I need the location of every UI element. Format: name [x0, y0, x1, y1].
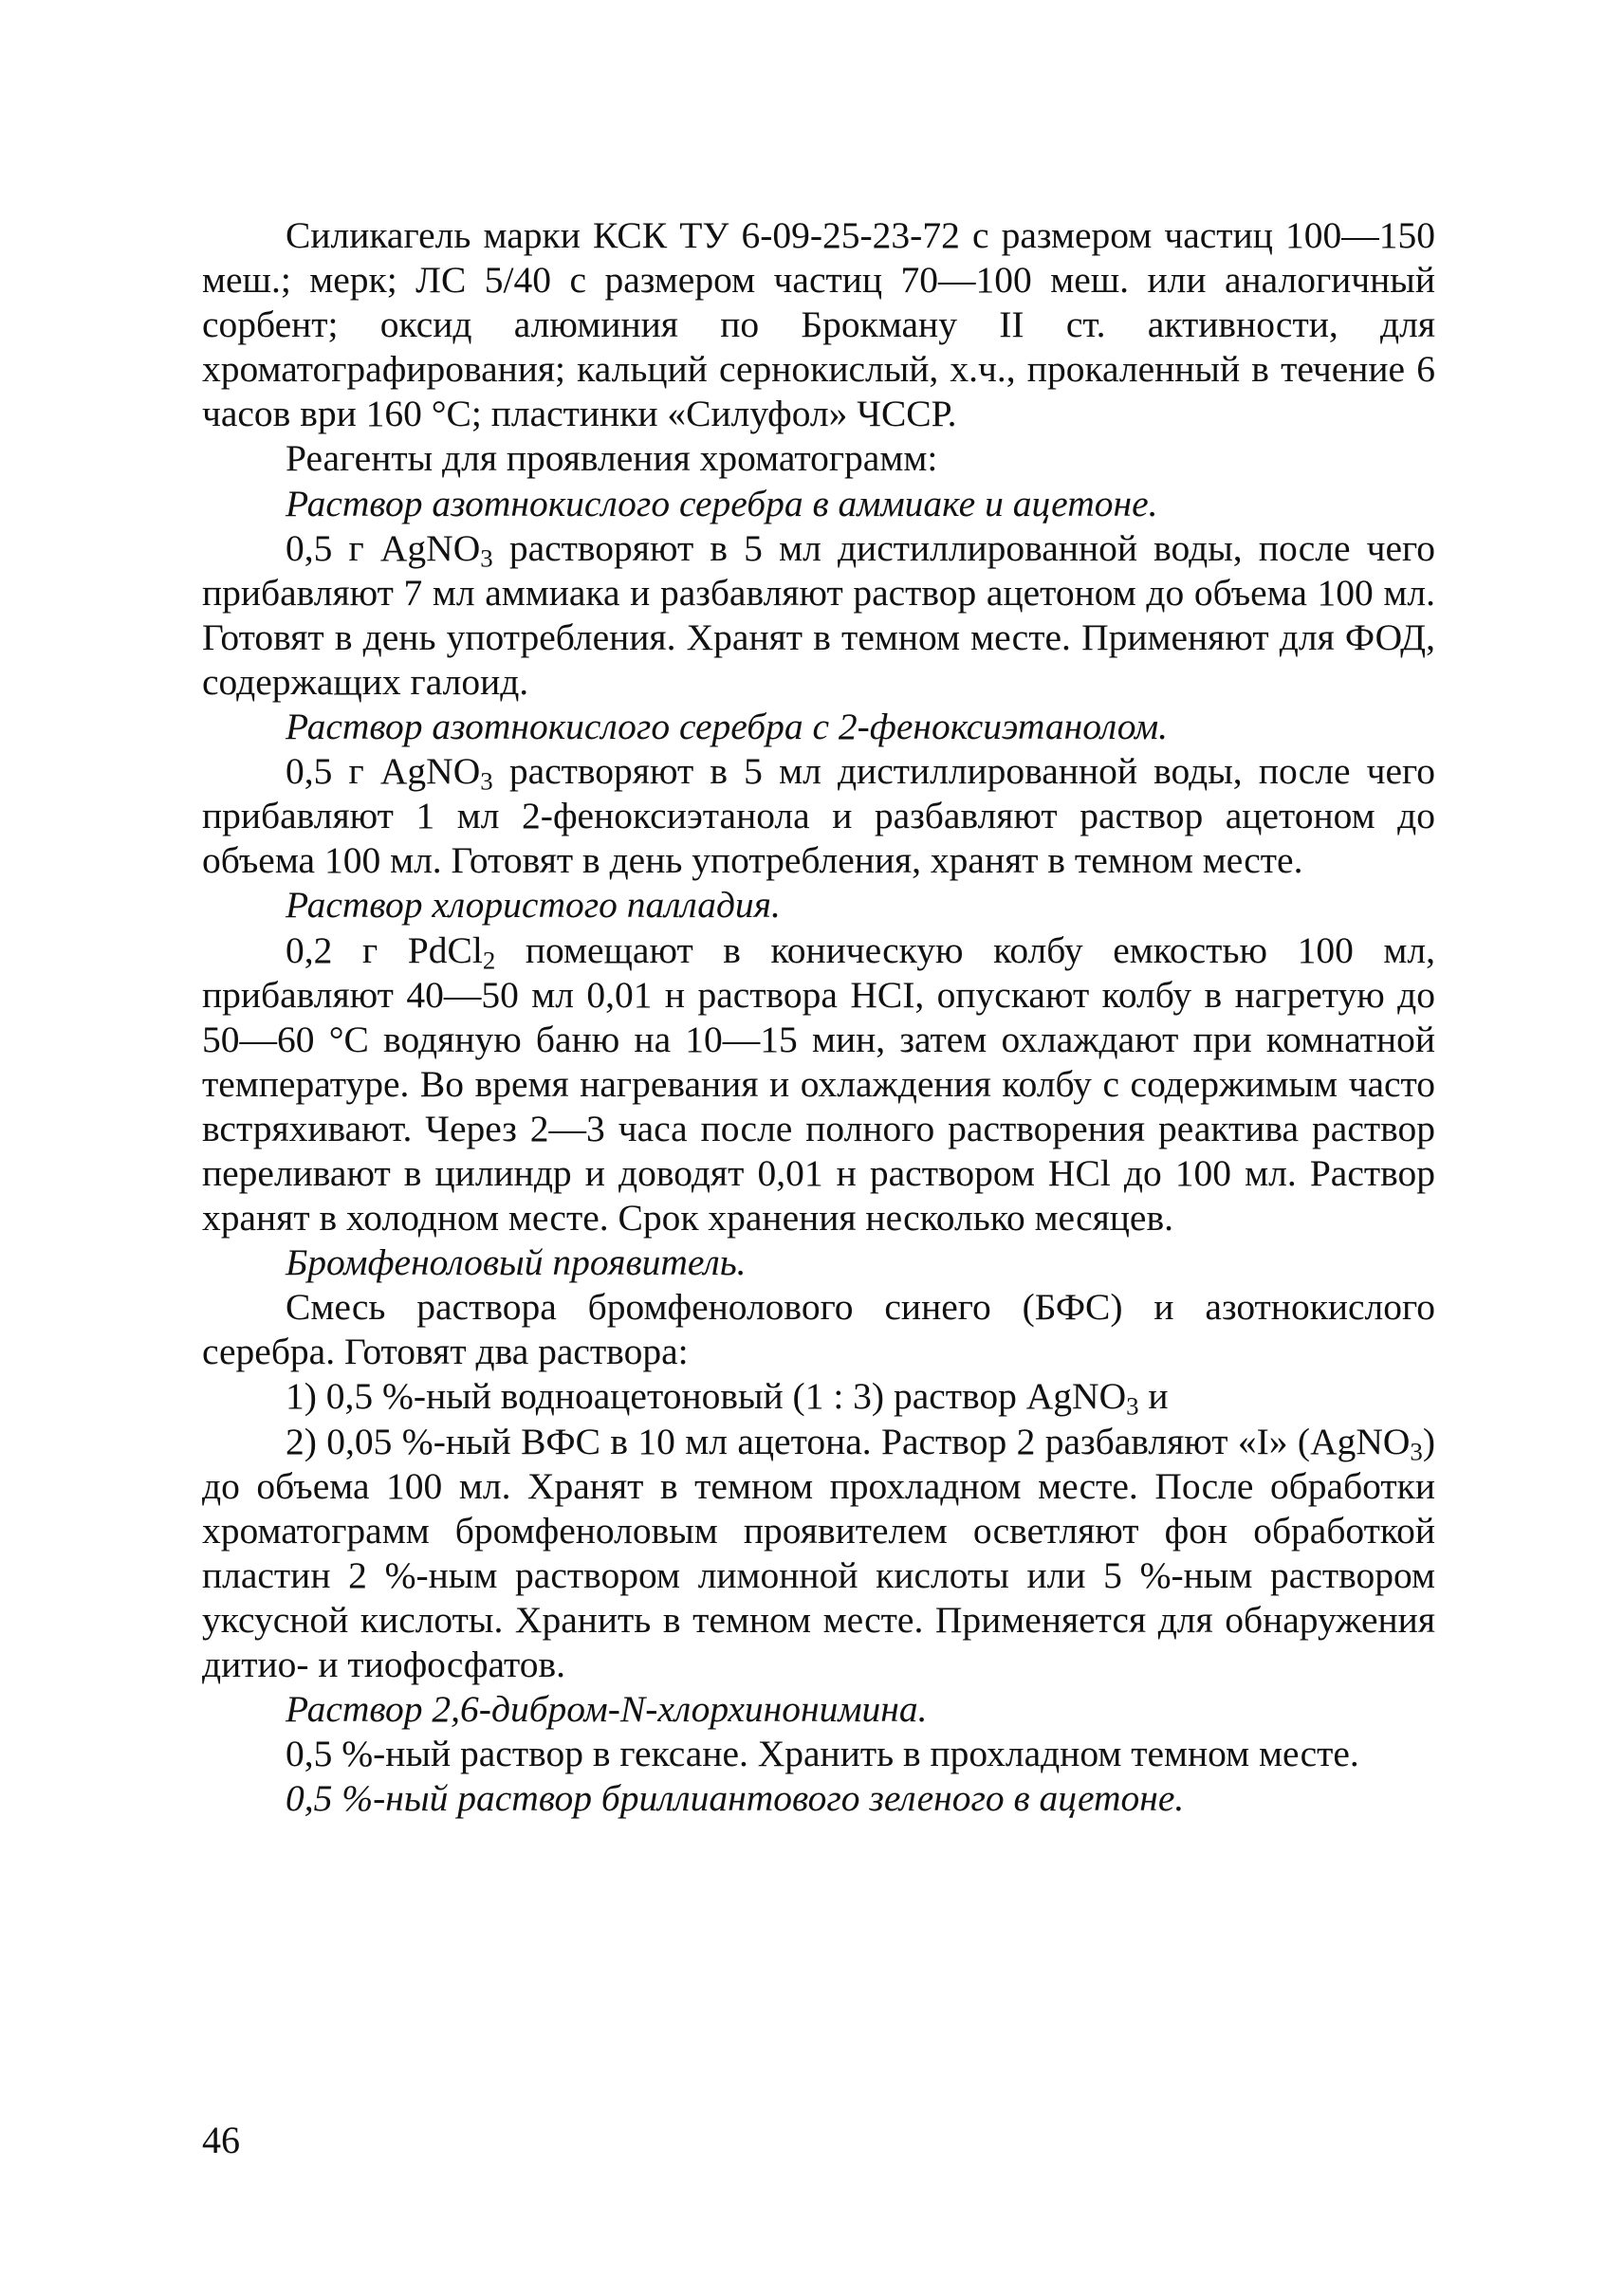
paragraph-palladium-chloride: 0,2 г PdCl$_2$ помещают в коническую колбу емкостью 100 мл, прибавляют 40—50 мл 0,01 н раствора НСI, опускают колбу в нагретую до 50—60 °С водяную баню на 10—15 мин, затем охлаждают при комнатной температуре. Во время нагревания и охлаждения колбу с содержимым часто встряхивают. Через 2—3 часа после полного растворения реактива раствор переливают в цилиндр и доводят 0,01 н раствором HCl до 100 мл. Раствор хранят в холодном месте. Срок хранения несколько месяцев.	[202, 928, 1435, 1240]
paragraph-bromophenol-mixture: Смесь раствора бромфенолового синего (БФС) и азотнокислого серебра. Готовят два раствора:	[202, 1286, 1435, 1373]
heading-brilliant-green: 0,5 %-ный раствор бриллиантового зеленого в ацетоне.	[286, 1777, 1185, 1820]
heading-bromophenol-developer: Бромфеноловый проявитель.	[286, 1241, 747, 1284]
page-body	[202, 213, 1435, 1821]
paragraph-silver-nitrate-ammonia: 0,5 г AgNO$_3$ растворяют в 5 мл дистиллированной воды, после чего прибавляют 7 мл аммиака и разбавляют раствор ацетоном до объема 100 мл. Готовят в день употребления. Хранят в темном месте. Применяют для ФОД, содержащих галоид.	[202, 526, 1436, 703]
paragraph-reagents-intro: Реагенты для проявления хроматограмм:	[286, 437, 938, 480]
heading-silver-nitrate-phenoxyethanol: Раствор азотнокислого серебра с 2-феноксиэтанолом.	[286, 706, 1169, 748]
paragraph-silver-nitrate-phenoxyethanol: 0,5 г AgNO$_3$ растворяют в 5 мл дистиллированной воды, после чего прибавляют 1 мл 2-феноксиэтанола и разбавляют раствор ацетоном до объема 100 мл. Готовят в день употребления, хранят в темном месте.	[202, 750, 1436, 882]
heading-silver-nitrate-ammonia: Раствор азотнокислого серебра в аммиаке и ацетоне.	[286, 482, 1158, 524]
page-number: 46	[202, 2119, 240, 2161]
paragraph-hexane-solution: 0,5 %-ный раствор в гексане. Хранить в прохладном темном месте.	[286, 1733, 1359, 1775]
heading-dibromo-chloroquinonimine: Раствор 2,6-дибром-N-хлорхинонимина.	[286, 1688, 928, 1731]
heading-palladium-chloride: Раствор хлористого палладия.	[286, 884, 781, 927]
paragraph-solution-1: 1) 0,5 %-ный водноацетоновый (1 : 3) раствор AgNO$_3$ и	[286, 1375, 1169, 1422]
paragraph-sorbents: Силикагель марки КСК ТУ 6-09-25-23-72 с размером частиц 100—150 меш.; мерк; ЛС 5/40 с размером частиц 70—100 меш. или аналогичный сорбент; оксид алюминия по Брокману II ст. активности, для хроматографирования; кальций сернокислый, х.ч., прокаленный в течение 6 часов ври 160 °С; пластинки «Силуфол» ЧССР.	[202, 214, 1435, 435]
paragraph-solution-2: 2) 0,05 %-ный ВФС в 10 мл ацетона. Раствор 2 разбавляют «I» (AgNO$_3$) до объема 100 мл. Хранят в темном прохладном месте. После обработки хроматограмм бромфеноловым проявителем осветляют фон обработкой пластин 2 %-ным раствором лимонной кислоты или 5 %-ным раствором уксусной кислоты. Хранить в темном месте. Применяется для обнаружения дитио- и тиофосфатов.	[202, 1420, 1435, 1685]
